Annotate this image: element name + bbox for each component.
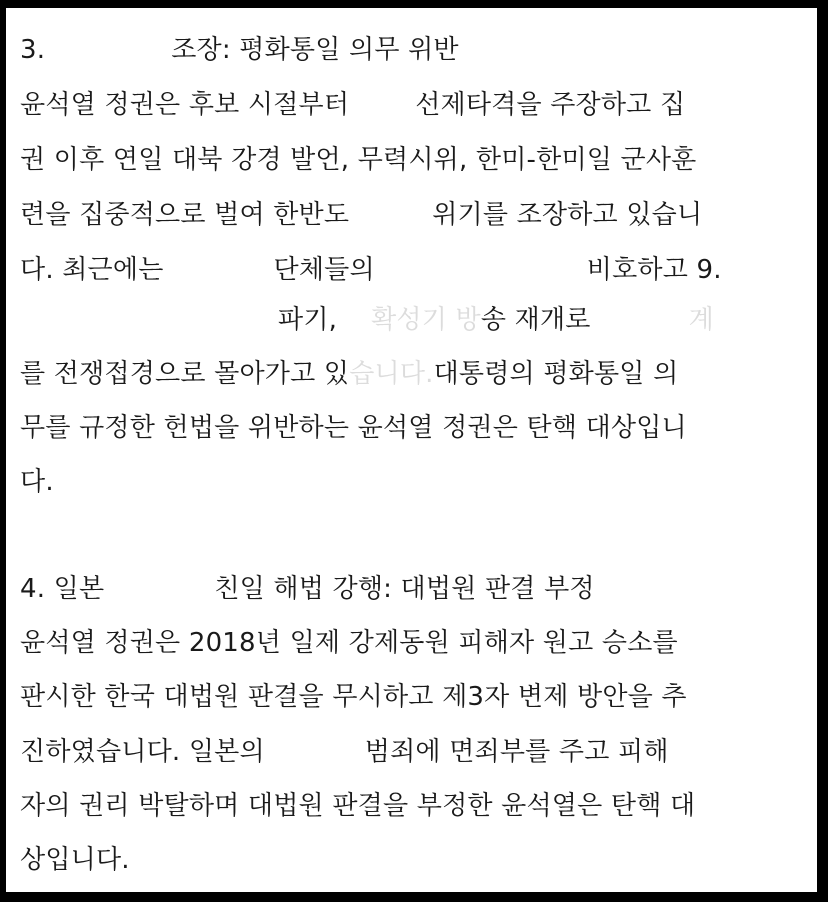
- text-segment: 윤석열 정권은 2018년 일제 강제동원 피해자 원고 승소를: [20, 628, 678, 658]
- section-4-line-5: [20, 840, 130, 880]
- section-3-line-3: [20, 195, 702, 235]
- text-segment: 위기를 조장하고 있습니: [432, 200, 703, 230]
- section-3-heading: [20, 30, 459, 70]
- section-3-line-8: [20, 462, 54, 502]
- text-segment: 련을 집중적으로 벌여 한반도: [20, 200, 350, 230]
- section-3-line-6: [20, 354, 678, 394]
- redacted-region: [349, 90, 415, 122]
- text-segment: 진하였습니다. 일본의: [20, 737, 265, 767]
- text-segment: 자의 권리 박탈하며 대법원 판결을 부정한 윤석열은 탄핵 대: [20, 791, 696, 821]
- text-segment: 범죄에 면죄부를 주고 피해: [364, 737, 669, 767]
- section-4-number: 4. 일본: [20, 574, 105, 604]
- section-4-line-1: [20, 623, 678, 663]
- text-segment: 비호하고 9.: [586, 255, 722, 285]
- redacted-region: [265, 737, 365, 769]
- text-segment: 무를 규정한 헌법을 위반하는 윤석열 정권은 탄핵 대상입니: [20, 413, 687, 443]
- text-segment: 판시한 한국 대법원 판결을 무시하고 제3자 변제 방안을 추: [20, 682, 687, 712]
- faded-text-segment: 계: [688, 305, 714, 335]
- section-3-line-7: [20, 408, 687, 448]
- redacted-region: [349, 200, 432, 232]
- redacted-region: [337, 305, 371, 337]
- redacted-region: [104, 574, 214, 606]
- section-4-line-4: [20, 786, 695, 826]
- section-4-title: 친일 해법 강행: 대법원 판결 부정: [214, 574, 595, 604]
- faded-text-segment: 습니다.: [349, 359, 434, 389]
- text-segment: 다.: [20, 467, 54, 497]
- section-4-line-2: [20, 677, 687, 717]
- text-segment: 를 전쟁접경으로 몰아가고 있: [20, 359, 350, 389]
- redacted-region: [20, 305, 278, 337]
- redacted-region: [45, 35, 171, 67]
- section-3-line-4: [20, 250, 722, 290]
- text-segment: 파기,: [278, 305, 338, 335]
- section-3-line-1: [20, 85, 685, 125]
- section-4-line-3: [20, 732, 669, 772]
- text-segment: 권 이후 연일 대북 강경 발언, 무력시위, 한미-한미일 군사훈: [20, 145, 697, 175]
- text-segment: 대통령의 평화통일 의: [433, 359, 679, 389]
- text-segment: 단체들의: [273, 255, 375, 285]
- redacted-region: [164, 255, 274, 287]
- text-segment: 상입니다.: [20, 845, 130, 875]
- redacted-region: [591, 305, 689, 337]
- text-segment: 선제타격을 주장하고 집: [415, 90, 686, 120]
- section-3-number: 3.: [20, 35, 46, 65]
- redacted-region: [375, 255, 587, 287]
- text-segment: 송 재개로: [480, 305, 591, 335]
- section-3-line-2: [20, 140, 697, 180]
- text-segment: 다. 최근에는: [20, 255, 164, 285]
- section-4-heading: [20, 569, 595, 609]
- text-segment: 윤석열 정권은 후보 시절부터: [20, 90, 350, 120]
- section-3-title: 조장: 평화통일 의무 위반: [171, 35, 459, 65]
- faded-text-segment: 확성기 방: [371, 305, 481, 335]
- section-3-line-5: [20, 300, 714, 340]
- document-page: [6, 8, 817, 892]
